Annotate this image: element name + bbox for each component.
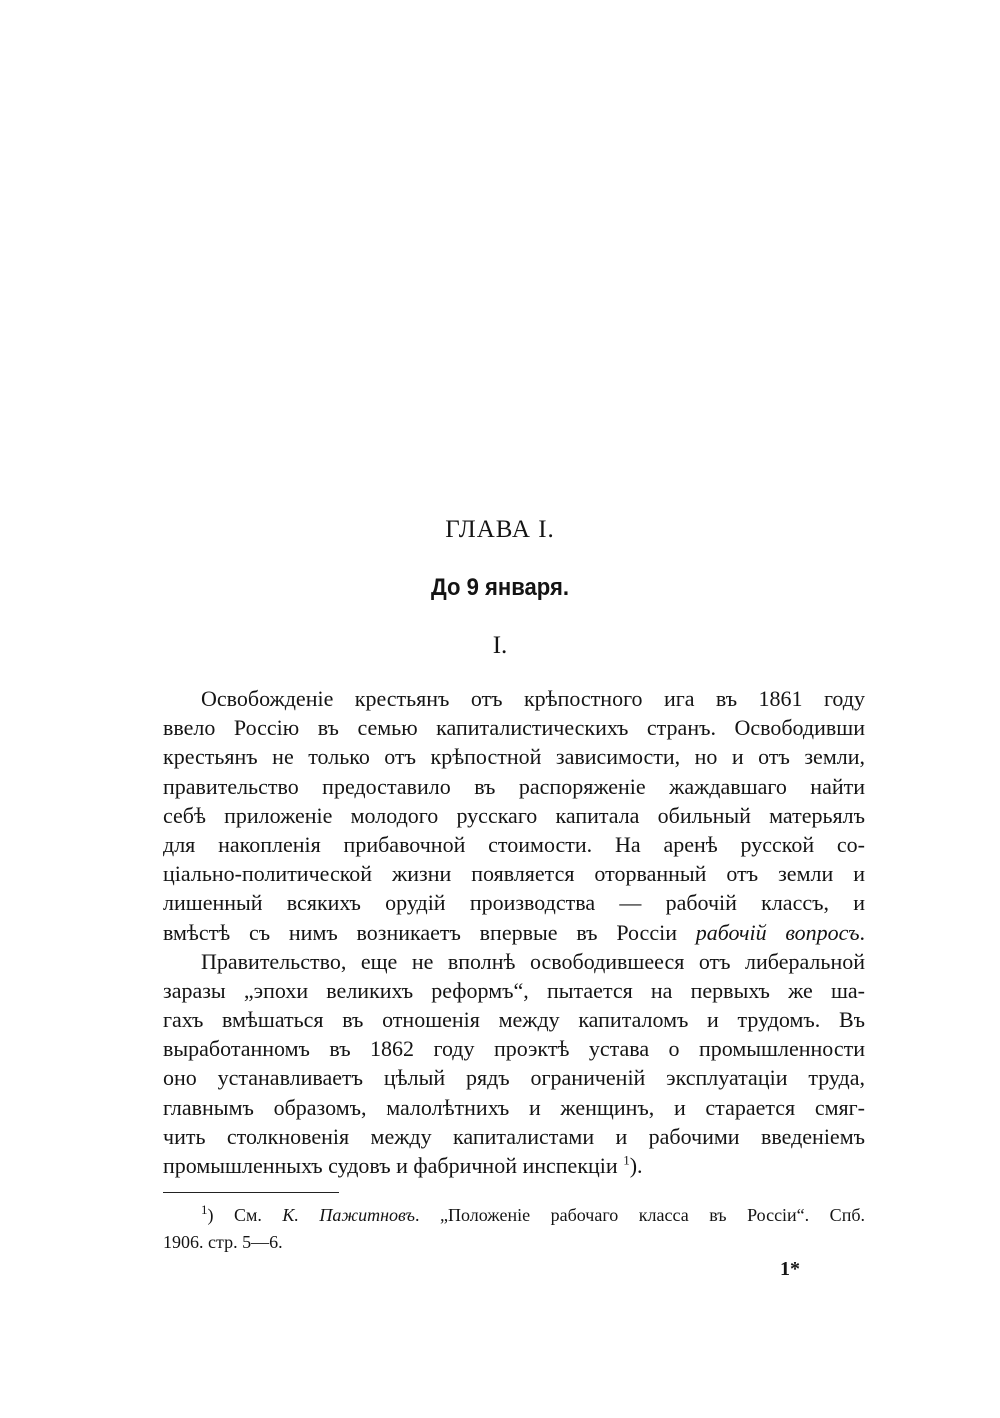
text-line: для накопленія прибавочной стоимости. На аренѣ русской со- <box>163 831 865 857</box>
text-line: правительство предоставило въ распоряженіе жаждавшаго найти <box>163 773 865 799</box>
footnote <box>163 1202 865 1256</box>
paragraph-2-line-5 <box>163 1063 865 1092</box>
text-fragment: ). <box>629 1153 643 1178</box>
paragraph-1-line-2 <box>163 713 865 742</box>
footnote-line-2: 1906. стр. 5—6. <box>163 1232 283 1252</box>
text-fragment: вмѣстѣ съ нимъ возникаетъ впервые въ Россіи <box>163 919 696 945</box>
paragraph-2-line-4 <box>163 1034 865 1063</box>
text-fragment: . <box>859 919 865 945</box>
text-line: выработанномъ въ 1862 году проэктѣ устава о промышленности <box>163 1036 865 1062</box>
footnote-author: К. Пажитновъ <box>282 1205 415 1225</box>
text-line: лишенный всякихъ орудій производства — рабочій классъ, и <box>163 890 865 916</box>
section-number: I. <box>492 632 508 659</box>
text-line: ціально-политической жизни появляется оторванный отъ земли и <box>163 861 865 887</box>
text-line: ввело Россію въ семью капиталистическихъ странъ. Освободивши <box>163 715 865 741</box>
paragraph-2-line-6 <box>163 1093 865 1122</box>
footnote-reference: 1 <box>623 1152 630 1168</box>
text-line: оно устанавливаетъ цѣлый рядъ ограниченій эксплуатаціи труда, <box>163 1065 865 1091</box>
paragraph-2-line-2 <box>163 976 865 1005</box>
paragraph-1-line-5 <box>163 801 865 830</box>
footnote-text: . „Положеніе рабочаго класса въ Россіи“. Спб. <box>414 1205 865 1225</box>
text-line: главнымъ образомъ, малолѣтнихъ и женщинъ, и старается смяг- <box>163 1094 865 1120</box>
paragraph-1-line-3 <box>163 742 865 771</box>
text-line: заразы „эпохи великихъ реформъ“, пытается на первыхъ же ша- <box>163 977 865 1003</box>
text-line: крестьянъ не только отъ крѣпостной зависимости, но и отъ земли, <box>163 744 865 770</box>
signature-mark: 1* <box>780 1258 800 1280</box>
text-line: Правительство, еще не вполнѣ освободившееся отъ либеральной <box>201 948 865 974</box>
text-line: чить столкновенія между капиталистами и рабочими введеніемъ <box>163 1123 865 1149</box>
chapter-heading: ГЛАВА I. <box>445 516 555 543</box>
paragraph-2-line-1 <box>163 947 865 976</box>
paragraph-2-line-8 <box>163 1151 865 1180</box>
text-fragment: промышленныхъ судовъ и фабричной инспекціи <box>163 1153 624 1178</box>
footnote-line-1 <box>163 1202 865 1229</box>
body-text <box>163 684 865 1180</box>
paragraph-1-line-8 <box>163 888 865 917</box>
text-line: Освобожденіе крестьянъ отъ крѣпостного ига въ 1861 году <box>201 686 865 711</box>
text-line: себѣ приложеніе молодого русскаго капитала обильный матерьялъ <box>163 802 865 828</box>
paragraph-2-line-7 <box>163 1122 865 1151</box>
footnote-marker: 1 <box>201 1202 208 1217</box>
footnote-text: См. <box>213 1205 283 1225</box>
text-line: гахъ вмѣшаться въ отношенія между капиталомъ и трудомъ. Въ <box>163 1007 865 1033</box>
paragraph-1-line-6 <box>163 830 865 859</box>
paragraph-1-line-1 <box>163 684 865 713</box>
chapter-title: До 9 января. <box>430 574 570 601</box>
paragraph-1-line-4 <box>163 772 865 801</box>
footnote-divider <box>163 1192 339 1193</box>
paragraph-1-line-7 <box>163 859 865 888</box>
paragraph-1-line-9 <box>163 918 865 947</box>
footnote-marker-close: ) <box>207 1205 214 1225</box>
italic-term: рабочій вопросъ <box>695 919 860 945</box>
paragraph-2-line-3 <box>163 1005 865 1034</box>
